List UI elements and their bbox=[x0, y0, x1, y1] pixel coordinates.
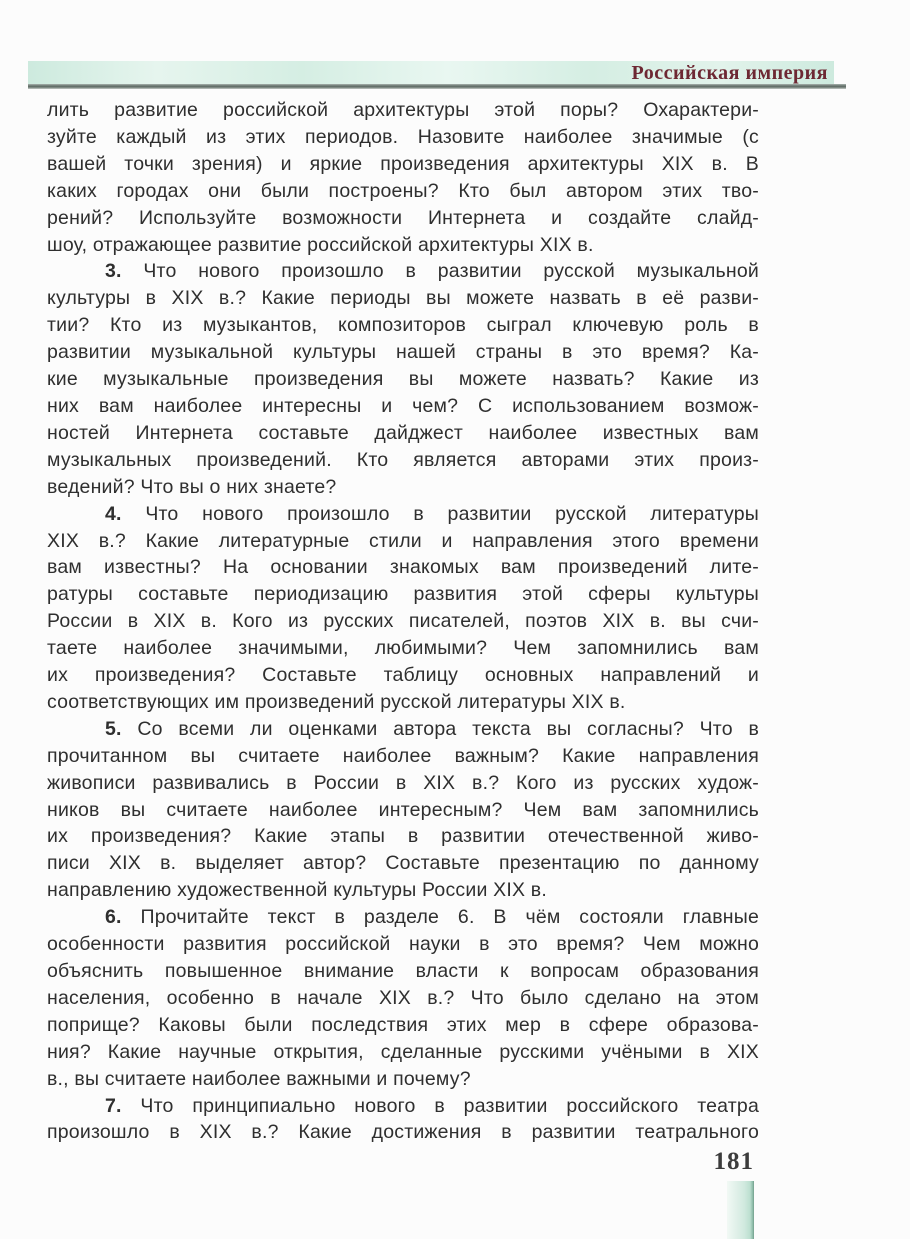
text-line: ратуры составьте периодизацию развития этой сферы культуры bbox=[47, 583, 759, 606]
text-line: России в XIX в. Кого из русских писателей, поэтов XIX в. вы счи- bbox=[47, 610, 759, 633]
paragraph-number: 3. bbox=[105, 260, 122, 283]
running-header-title: Российская империя bbox=[631, 62, 828, 84]
text-line: прочитанном вы считаете наиболее важным? Какие направления bbox=[47, 744, 759, 767]
text-line: 6. Прочитайте текст в разделе 6. В чём состояли главные bbox=[105, 906, 759, 929]
paragraph-number: 6. bbox=[105, 906, 122, 929]
text-line: ния? Какие научные открытия, сделанные русскими учёными в XIX bbox=[47, 1040, 759, 1063]
text-line: писи XIX в. выделяет автор? Составьте презентацию по данному bbox=[47, 852, 759, 875]
text-line: в., вы считаете наиболее важными и почему? bbox=[47, 1067, 471, 1090]
text-line: 4. Что нового произошло в развитии русской литературы bbox=[105, 502, 759, 525]
text-line: культуры в XIX в.? Какие периоды вы можете назвать в её разви- bbox=[47, 287, 759, 310]
text-line: поприще? Каковы были последствия этих мер в сфере образова- bbox=[47, 1013, 759, 1036]
paragraph bbox=[47, 258, 759, 500]
corner-decoration-bar bbox=[727, 1181, 754, 1239]
text-line: тии? Кто из музыкантов, композиторов сыграл ключевую роль в bbox=[47, 314, 759, 337]
text-line: кие музыкальные произведения вы можете назвать? Какие из bbox=[47, 368, 759, 391]
text-line: лить развитие российской архитектуры этой поры? Охарактери- bbox=[47, 99, 759, 121]
paragraph bbox=[47, 1093, 759, 1147]
text-line: населения, особенно в начале XIX в.? Что было сделано на этом bbox=[47, 986, 759, 1009]
paragraph bbox=[47, 501, 759, 716]
text-line: музыкальных произведений. Кто является авторами этих произ- bbox=[47, 448, 759, 471]
text-line: особенности развития российской науки в это время? Чем можно bbox=[47, 933, 759, 956]
header-rule bbox=[28, 84, 846, 89]
text-line: живописи развивались в России в XIX в.? Кого из русских худож- bbox=[47, 771, 759, 794]
text-line: 7. Что принципиально нового в развитии российского театра bbox=[105, 1094, 759, 1117]
text-line: соответствующих им произведений русской литературы XIX в. bbox=[47, 690, 626, 713]
text-line: шоу, отражающее развитие российской архитектуры XIX в. bbox=[47, 233, 594, 256]
text-line: таете наиболее значимыми, любимыми? Чем запомнились вам bbox=[47, 637, 759, 660]
text-line: рений? Используйте возможности Интернета и создайте слайд- bbox=[47, 206, 759, 229]
text-line: ностей Интернета составьте дайджест наиболее известных вам bbox=[47, 421, 759, 444]
text-line: объяснить повышенное внимание власти к вопросам образования bbox=[47, 960, 759, 982]
paragraph-number: 7. bbox=[105, 1094, 122, 1117]
paragraph bbox=[47, 716, 759, 904]
paragraph bbox=[47, 904, 759, 1092]
body-text bbox=[47, 97, 759, 1146]
page-number: 181 bbox=[713, 1148, 754, 1175]
text-line: каких городах они были построены? Кто был автором этих тво- bbox=[47, 179, 759, 202]
text-line: их произведения? Составьте таблицу основных направлений и bbox=[47, 664, 759, 687]
text-line: вашей точки зрения) и яркие произведения архитектуры XIX в. В bbox=[47, 152, 759, 175]
header-band bbox=[28, 61, 834, 85]
paragraph bbox=[47, 97, 759, 258]
text-line: произошло в XIX в.? Какие достижения в развитии театрального bbox=[47, 1121, 759, 1144]
text-line: XIX в.? Какие литературные стили и направления этого времени bbox=[47, 529, 759, 552]
text-line: ников вы считаете наиболее интересным? Чем вам запомнились bbox=[47, 798, 759, 821]
text-line: зуйте каждый из этих периодов. Назовите наиболее значимые (с bbox=[47, 125, 759, 148]
text-line: развитии музыкальной культуры нашей страны в это время? Ка- bbox=[47, 341, 759, 364]
paragraph-number: 4. bbox=[105, 502, 122, 525]
text-line: 5. Со всеми ли оценками автора текста вы согласны? Что в bbox=[105, 717, 759, 740]
text-line: их произведения? Какие этапы в развитии отечественной живо- bbox=[47, 825, 759, 848]
text-line: вам известны? На основании знакомых вам произведений лите- bbox=[47, 556, 759, 579]
text-line: ведений? Что вы о них знаете? bbox=[47, 475, 337, 498]
text-line: 3. Что нового произошло в развитии русской музыкальной bbox=[105, 260, 759, 283]
paragraph-number: 5. bbox=[105, 717, 122, 740]
text-line: направлению художественной культуры России XIX в. bbox=[47, 879, 547, 902]
text-line: них вам наиболее интересны и чем? С использованием возмож- bbox=[47, 394, 759, 417]
